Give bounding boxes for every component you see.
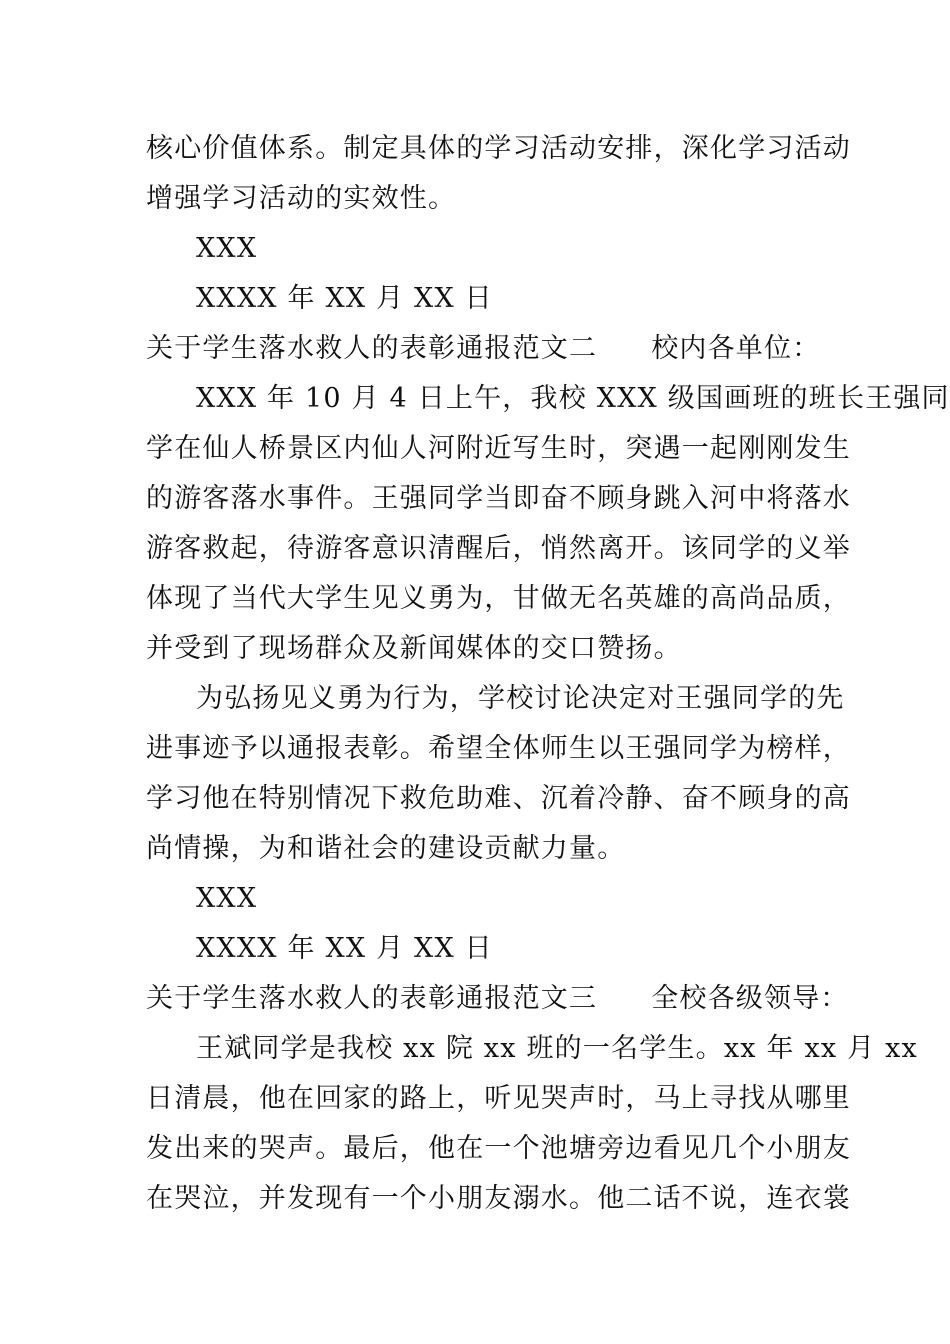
body-line: 体现了当代大学生见义勇为，甘做无名英雄的高尚品质， [146, 583, 851, 614]
salutation: 全校各级领导： [651, 983, 849, 1014]
date: XXXX 年 XX 月 XX 日 [196, 933, 493, 964]
body-line: 王斌同学是我校 xx 院 xx 班的一名学生。xx 年 xx 月 xx [196, 1033, 918, 1064]
section-title: 关于学生落水救人的表彰通报范文三 [146, 983, 598, 1014]
signature: XXX [196, 883, 258, 914]
body-line: 发出来的哭声。最后，他在一个池塘旁边看见几个小朋友 [146, 1133, 851, 1164]
salutation: 校内各单位： [651, 333, 821, 364]
body-line: 为弘扬见义勇为行为，学校讨论决定对王强同学的先 [196, 683, 845, 714]
body-line: 并受到了现场群众及新闻媒体的交口赞扬。 [146, 633, 682, 664]
body-line: 的游客落水事件。王强同学当即奋不顾身跳入河中将落水 [146, 483, 851, 514]
body-line: 进事迹予以通报表彰。希望全体师生以王强同学为榜样， [146, 733, 851, 764]
body-line: 在哭泣，并发现有一个小朋友溺水。他二话不说，连衣裳 [146, 1183, 851, 1214]
section-title: 关于学生落水救人的表彰通报范文二 [146, 333, 598, 364]
body-line: 学在仙人桥景区内仙人河附近写生时，突遇一起刚刚发生 [146, 433, 851, 464]
body-line: 日清晨，他在回家的路上，听见哭声时，马上寻找从哪里 [146, 1083, 851, 1114]
body-line: 尚情操，为和谐社会的建设贡献力量。 [146, 833, 626, 864]
body-line: 游客救起，待游客意识清醒后，悄然离开。该同学的义举 [146, 533, 851, 564]
section-heading [146, 982, 849, 1016]
signature: XXX [196, 233, 258, 264]
body-line: 增强学习活动的实效性。 [146, 183, 457, 214]
date: XXXX 年 XX 月 XX 日 [196, 283, 493, 314]
body-line: XXX 年 10 月 4 日上午，我校 XXX 级国画班的班长王强同 [196, 383, 950, 414]
body-line: 学习他在特别情况下救危助难、沉着冷静、奋不顾身的高 [146, 783, 851, 814]
section-heading [146, 332, 826, 366]
body-line: 核心价值体系。制定具体的学习活动安排，深化学习活动 [146, 133, 851, 164]
